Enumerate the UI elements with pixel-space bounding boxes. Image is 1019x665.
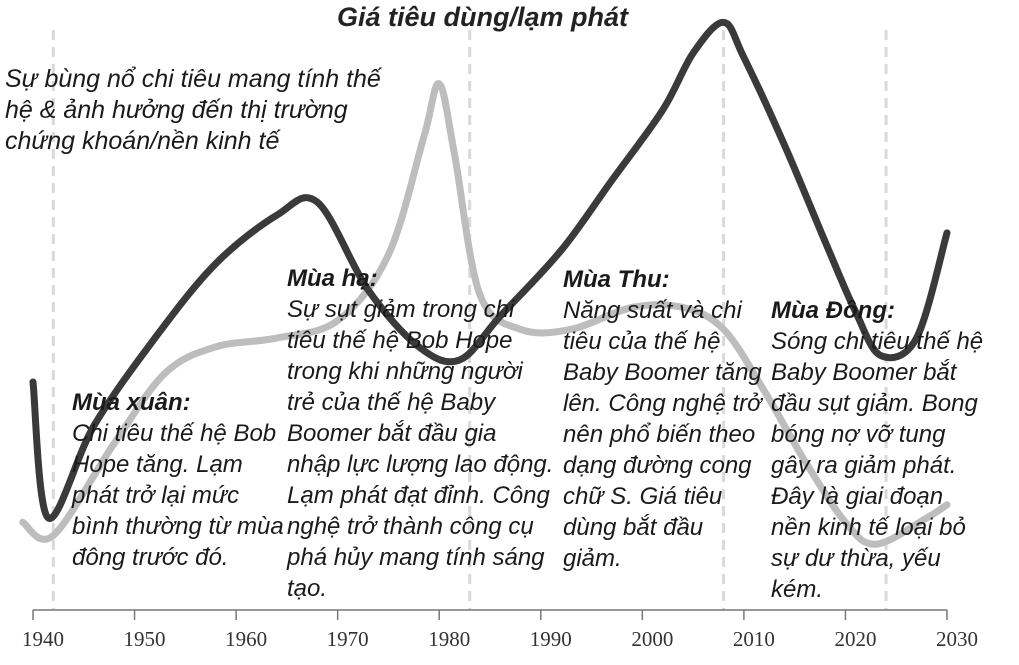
season-winter-text: Sóng chi tiêu thế hệ Baby Boomer bắt đầu sụt giảm. Bong bóng nợ vỡ tung gây ra giảm phát. Đây là giai đoạn nền kinh tế loại bỏ sự dư thừa, yếu kém. <box>771 328 984 603</box>
x-tick-label: 2020 <box>834 627 877 651</box>
season-summer-heading: Mùa hạ: <box>287 265 378 292</box>
season-winter-heading: Mùa Đông: <box>771 297 895 324</box>
season-summer <box>287 263 555 604</box>
x-tick-label: 2000 <box>631 627 674 651</box>
intro-text: Sự bùng nổ chi tiêu mang tính thế hệ & ảnh hưởng đến thị trường chứng khoán/nền kinh tế <box>5 65 381 155</box>
season-autumn-text: Năng suất và chi tiêu của thế hệ Baby Boomer tăng lên. Công nghệ trở nên phổ biến theo dạng đường cong chữ S. Giá tiêu dùng bắt đầu giảm. <box>563 297 762 572</box>
season-winter <box>771 295 985 605</box>
season-spring <box>72 387 284 573</box>
season-spring-text: Chi tiêu thế hệ Bob Hope tăng. Lạm phát trở lại mức bình thường từ mùa đông trước đó. <box>72 420 284 571</box>
season-summer-text: Sự sụt giảm trong chi tiêu thế hệ Bob Hope trong khi những người trẻ của thế hệ Baby Boomer bắt đầu gia nhập lực lượng lao động. Lạm phát đạt đỉnh. Công nghệ trở thành công cụ phá hủy mang tính sáng tạo. <box>287 296 554 602</box>
chart-title: Giá tiêu dùng/lạm phát <box>336 2 628 32</box>
season-autumn <box>563 264 768 574</box>
x-tick-label: 2030 <box>936 627 978 651</box>
season-autumn-heading: Mùa Thu: <box>563 266 670 293</box>
season-spring-heading: Mùa xuân: <box>72 389 191 416</box>
x-tick-label: 1950 <box>123 627 166 651</box>
x-tick-label: 2010 <box>732 627 775 651</box>
x-tick-label: 1970 <box>326 627 369 651</box>
x-tick-label: 1960 <box>225 627 268 651</box>
x-tick-label: 1980 <box>428 627 471 651</box>
x-tick-label: 1940 <box>22 627 64 651</box>
x-tick-label: 1990 <box>529 627 572 651</box>
x-axis <box>22 610 978 651</box>
